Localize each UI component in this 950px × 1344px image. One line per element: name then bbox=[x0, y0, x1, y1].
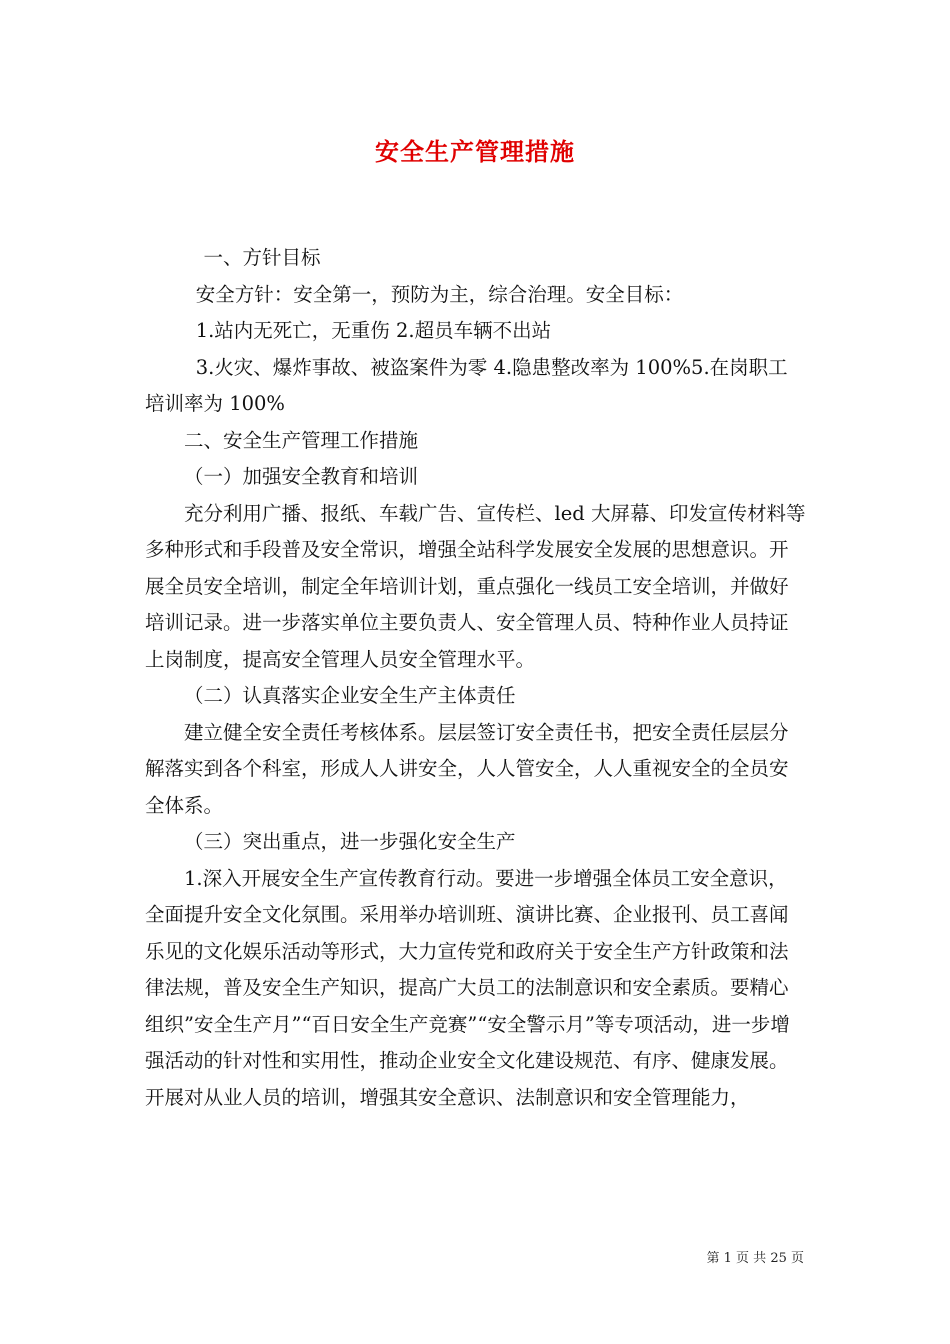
paragraph: 1.站内无死亡，无重伤 2.超员车辆不出站 bbox=[195, 319, 552, 342]
subsection-heading: （三）突出重点，进一步强化安全生产 bbox=[184, 830, 516, 853]
subsection-heading: （一）加强安全教育和培训 bbox=[184, 465, 419, 488]
section-heading: 二、安全生产管理工作措施 bbox=[184, 428, 419, 452]
paragraph: 充分利用广播、报纸、车载广告、宣传栏、led 大屏幕、印发宣传材料等多种形式和手段普及安全常识，增强全站科学发展安全发展的思想意识。开展全员安全培训，制定全年培训计划，重点强化一线员工安全培训，并做好培训记录。进一步落实单位主要负责人、安全管理人员、特种作业人员持证上岗制度，提高安全管理人员安全管理水平。 bbox=[145, 501, 806, 671]
page-number-footer: 第 1 页 共 25 页 bbox=[706, 1251, 804, 1266]
subsection-heading: （二）认真落实企业安全生产主体责任 bbox=[184, 684, 516, 707]
paragraph: 1.深入开展安全生产宣传教育行动。要进一步增强全体员工安全意识，全面提升安全文化氛围。采用举办培训班、演讲比赛、企业报刊、员工喜闻乐见的文化娱乐活动等形式，大力宣传党和政府关于安全生产方针政策和法律法规，普及安全生产知识，提高广大员工的法制意识和安全素质。要精心组织”安全生产月”“百日安全生产竞赛”“安全警示月”等专项活动，进一步增强活动的针对性和实用性，推动企业安全文化建设规范、有序、健康发展。开展对从业人员的培训，增强其安全意识、法制意识和安全管理能力， bbox=[145, 866, 790, 1109]
section-heading: 一、方针目标 bbox=[203, 246, 321, 269]
paragraph: 3.火灾、爆炸事故、被盗案件为零 4.隐患整改率为 100%5.在岗职工培训率为 100% bbox=[145, 355, 788, 415]
document-title: 安全生产管理措施 bbox=[375, 138, 575, 166]
paragraph: 安全方针：安全第一，预防为主，综合治理。安全目标： bbox=[195, 282, 684, 306]
paragraph: 建立健全安全责任考核体系。层层签订安全责任书，把安全责任层层分解落实到各个科室，形成人人讲安全，人人管安全，人人重视安全的全员安全体系。 bbox=[145, 720, 789, 817]
document-body bbox=[145, 240, 807, 1116]
